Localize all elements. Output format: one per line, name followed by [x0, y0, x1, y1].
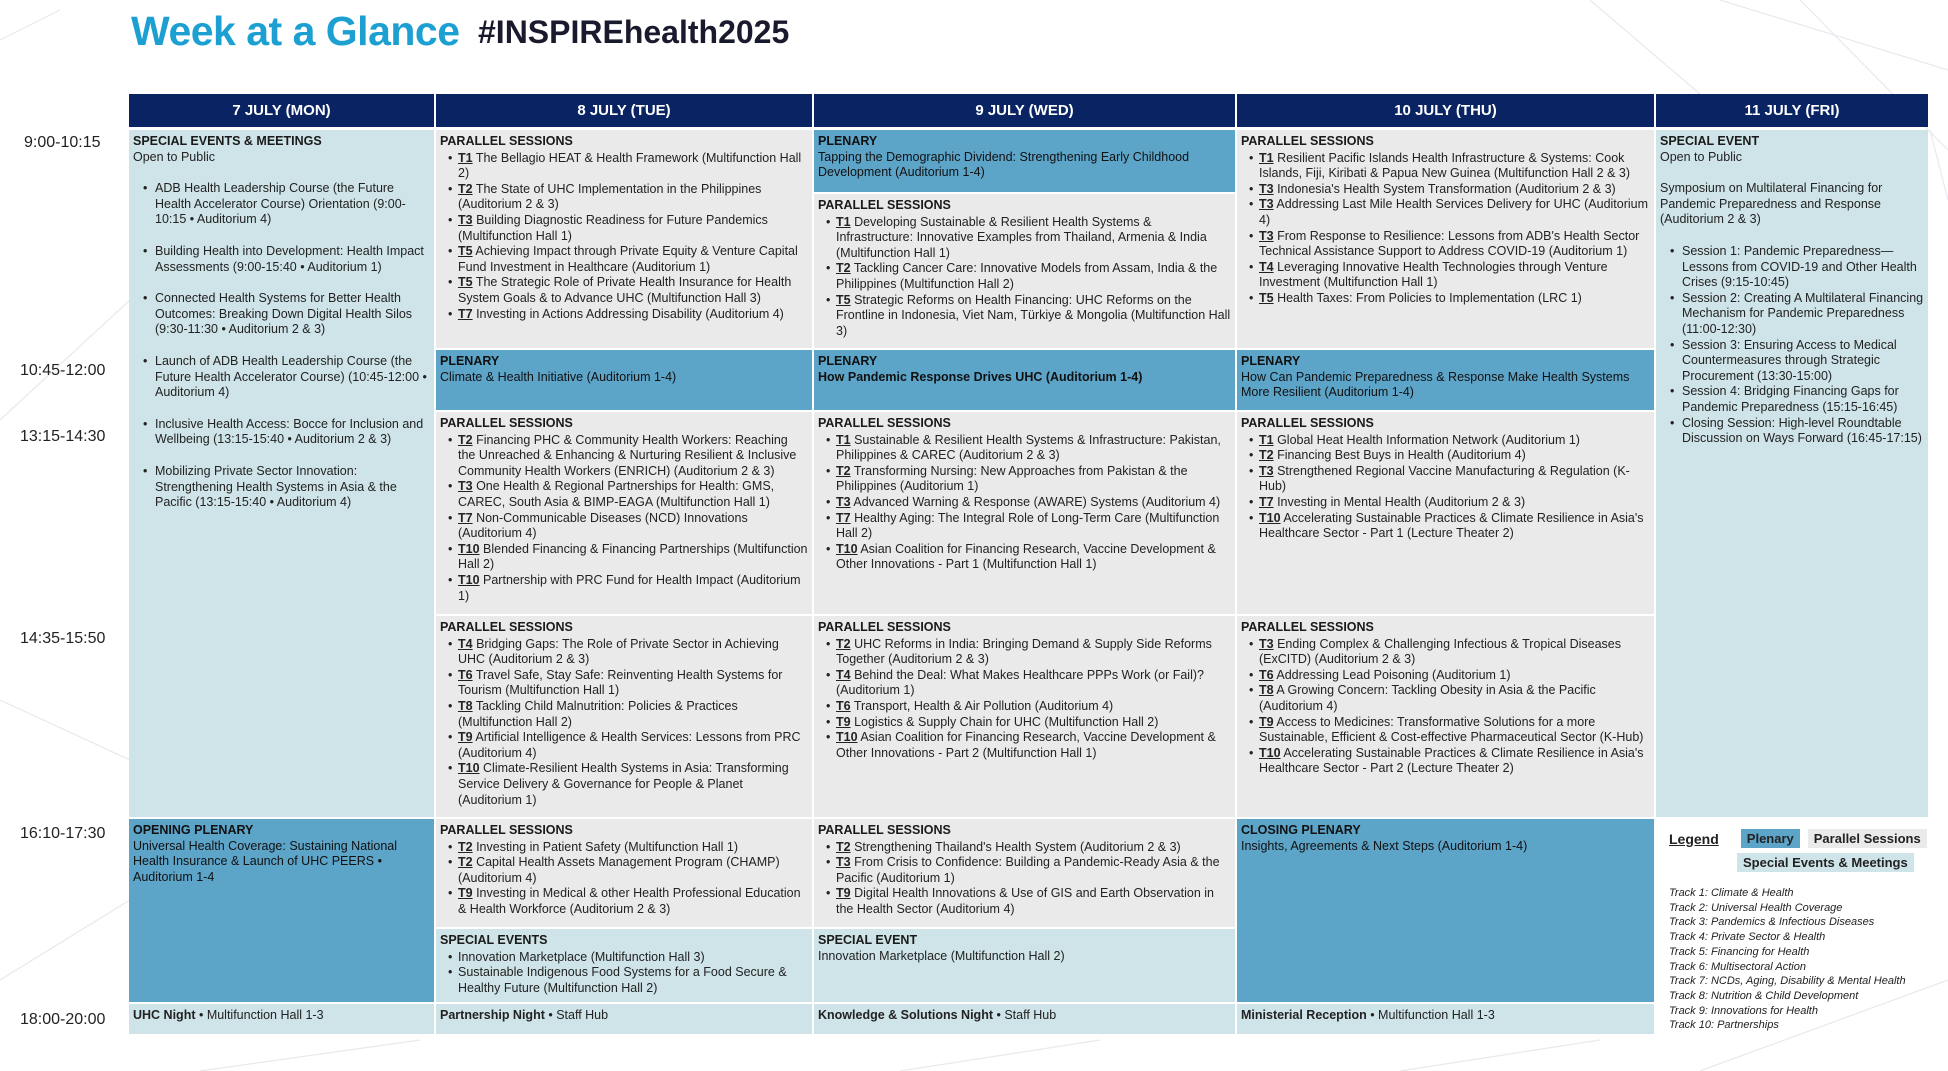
- cell-title: PARALLEL SESSIONS: [818, 620, 951, 634]
- list-item: • T2 Transforming Nursing: New Approaches from Pakistan & the Philippines (Auditorium 1): [818, 464, 1231, 495]
- hashtag: #INSPIREhealth2025: [478, 14, 790, 50]
- session-list: [818, 215, 1231, 340]
- wed-parallel-sessions-1: [814, 194, 1235, 348]
- track-item: Track 9: Innovations for Health: [1669, 1004, 1818, 1017]
- cell-title: PLENARY: [440, 354, 500, 368]
- day-header-fri: 11 JULY (FRI): [1656, 94, 1928, 127]
- mon-evening-event: [129, 1004, 434, 1034]
- event-name: UHC Night: [133, 1008, 196, 1022]
- cell-title: SPECIAL EVENTS & MEETINGS: [133, 134, 322, 148]
- wed-plenary-1: [814, 130, 1235, 192]
- list-item: • ADB Health Leadership Course (the Future Health Accelerator Course) Orientation (9:00-10:15 • Auditorium 4): [133, 181, 430, 228]
- track-item: Track 2: Universal Health Coverage: [1669, 901, 1843, 914]
- list-item: • T6 Addressing Lead Poisoning (Auditorium 1): [1241, 668, 1650, 684]
- list-item: • Sustainable Indigenous Food Systems for a Food Secure & Healthy Future (Multifunction Hall 2): [440, 965, 808, 996]
- day-header-wed: 9 JULY (WED): [814, 94, 1235, 127]
- list-item: • T9 Artificial Intelligence & Health Services: Lessons from PRC (Auditorium 4): [440, 730, 808, 761]
- cell-title: SPECIAL EVENTS: [440, 933, 548, 947]
- list-item: • T5 Strategic Reforms on Health Financing: UHC Reforms on the Frontline in Indonesia, Viet Nam, Türkiye & Mongolia (Multifunction Hall 3): [818, 293, 1231, 340]
- event-venue: • Staff Hub: [993, 1008, 1057, 1022]
- track-item: Track 7: NCDs, Aging, Disability & Mental Health: [1669, 975, 1906, 988]
- list-item: • T8 Tackling Child Malnutrition: Policies & Practices (Multifunction Hall 2): [440, 699, 808, 730]
- cell-title: SPECIAL EVENT: [818, 933, 918, 947]
- thu-closing-plenary: [1237, 819, 1654, 1002]
- list-item: • T3 Strengthened Regional Vaccine Manufacturing & Regulation (K-Hub): [1241, 464, 1650, 495]
- list-item: • T5 The Strategic Role of Private Health Insurance for Health System Goals & to Advance UHC (Multifunction Hall 3): [440, 275, 808, 306]
- tue-special-events: [436, 929, 812, 1002]
- tue-parallel-sessions-3: [436, 412, 812, 614]
- cell-title: SPECIAL EVENT: [1660, 134, 1760, 148]
- list-item: • Session 1: Pandemic Preparedness—Lessons from COVID-19 and Other Health Crises (9:15-10:45): [1660, 244, 1924, 291]
- cell-title: PARALLEL SESSIONS: [818, 198, 951, 212]
- list-item: • T7 Investing in Actions Addressing Disability (Auditorium 4): [440, 307, 808, 323]
- time-slot-2: 10:45-12:00: [20, 362, 106, 379]
- cell-title: PLENARY: [1241, 354, 1301, 368]
- list-item: • T4 Leveraging Innovative Health Technologies through Venture Investment (Multifunction Hall 1): [1241, 260, 1650, 291]
- list-item: • T3 From Response to Resilience: Lessons from ADB's Health Sector Technical Assistance Support to Address COVID-19 (Auditorium 1): [1241, 229, 1650, 260]
- cell-subtitle: Open to Public: [1660, 149, 1742, 164]
- list-item: • T9 Digital Health Innovations & Use of GIS and Earth Observation in the Health Sector (Auditorium 4): [818, 886, 1231, 917]
- cell-title: PARALLEL SESSIONS: [1241, 134, 1374, 148]
- track-item: Track 5: Financing for Health: [1669, 945, 1810, 958]
- track-item: Track 10: Partnerships: [1669, 1019, 1779, 1032]
- list-item: • T2 Financing Best Buys in Health (Auditorium 4): [1241, 448, 1650, 464]
- list-item: • T7 Non-Communicable Diseases (NCD) Innovations (Auditorium 4): [440, 511, 808, 542]
- list-item: • Connected Health Systems for Better Health Outcomes: Breaking Down Digital Health Silos (9:30-11:30 • Auditorium 2 & 3): [133, 291, 430, 338]
- list-item: • T4 Behind the Deal: What Makes Healthcare PPPs Work (or Fail)? (Auditorium 1): [818, 668, 1231, 699]
- cell-title: PLENARY: [818, 354, 878, 368]
- list-item: • T4 Bridging Gaps: The Role of Private Sector in Achieving UHC (Auditorium 2 & 3): [440, 637, 808, 668]
- list-item: • T6 Transport, Health & Air Pollution (Auditorium 4): [818, 699, 1231, 715]
- event-venue: • Multifunction Hall 1-3: [195, 1008, 324, 1022]
- track-item: Track 4: Private Sector & Health: [1669, 931, 1826, 944]
- list-item: • Launch of ADB Health Leadership Course (the Future Health Accelerator Course) (10:45-12:00 • Auditorium 4): [133, 354, 430, 401]
- session-list: [1241, 151, 1650, 307]
- cell-title: OPENING PLENARY: [133, 823, 254, 837]
- list-item: • Innovation Marketplace (Multifunction Hall 3): [440, 950, 808, 966]
- list-item: • T9 Investing in Medical & other Health Professional Education & Health Workforce (Auditorium 2 & 3): [440, 886, 808, 917]
- list-item: • T10 Accelerating Sustainable Practices & Climate Resilience in Asia's Healthcare Sector - Part 2 (Lecture Theater 2): [1241, 746, 1650, 777]
- list-item: • T10 Blended Financing & Financing Partnerships (Multifunction Hall 2): [440, 542, 808, 573]
- list-item: • Session 3: Ensuring Access to Medical Countermeasures through Strategic Procurement (13:30-15:00): [1660, 338, 1924, 385]
- list-item: • T10 Asian Coalition for Financing Research, Vaccine Development & Other Innovations - Part 2 (Multifunction Hall 1): [818, 730, 1231, 761]
- day-header-tue: 8 JULY (TUE): [436, 94, 812, 127]
- session-list: [818, 433, 1231, 573]
- track-item: Track 1: Climate & Health: [1669, 887, 1794, 899]
- list-item: • T5 Health Taxes: From Policies to Implementation (LRC 1): [1241, 291, 1650, 307]
- cell-title: PARALLEL SESSIONS: [440, 134, 573, 148]
- track-list: [1669, 886, 1929, 1033]
- time-slot-3: 13:15-14:30: [20, 428, 106, 445]
- list-item: • T2 UHC Reforms in India: Bringing Demand & Supply Side Reforms Together (Auditorium 2 & 3): [818, 637, 1231, 668]
- list-item: • T2 Tackling Cancer Care: Innovative Models from Assam, India & the Philippines (Multifunction Hall 2): [818, 261, 1231, 292]
- day-header-mon: 7 JULY (MON): [129, 94, 434, 127]
- wed-parallel-sessions-5: [814, 819, 1235, 927]
- session-list: [818, 637, 1231, 762]
- session-list: [440, 151, 808, 323]
- list-item: • T1 Sustainable & Resilient Health Systems & Infrastructure: Pakistan, Philippines & CAREC (Auditorium 2 & 3): [818, 433, 1231, 464]
- mon-special-events: [129, 130, 434, 817]
- event-venue: • Multifunction Hall 1-3: [1366, 1008, 1495, 1022]
- tue-parallel-sessions-4: [436, 616, 812, 817]
- mon-opening-plenary: [129, 819, 434, 1002]
- list-item: • T3 One Health & Regional Partnerships for Health: GMS, CAREC, South Asia & BIMP-EAGA (Multifunction Hall 1): [440, 479, 808, 510]
- page-title: Week at a Glance: [131, 8, 460, 54]
- legend: [1669, 829, 1929, 1033]
- cell-title: PARALLEL SESSIONS: [440, 416, 573, 430]
- wed-parallel-sessions-4: [814, 616, 1235, 817]
- cell-title: PARALLEL SESSIONS: [440, 823, 573, 837]
- list-item: • Building Health into Development: Health Impact Assessments (9:00-15:40 • Auditorium 1): [133, 244, 430, 275]
- list-item: • T1 The Bellagio HEAT & Health Framework (Multifunction Hall 2): [440, 151, 808, 182]
- list-item: • T1 Resilient Pacific Islands Health Infrastructure & Systems: Cook Islands, Fiji, Kiribati & Papua New Guinea (Multifunction Hall 2 & 3): [1241, 151, 1650, 182]
- cell-subtitle: Open to Public: [133, 149, 215, 164]
- wed-special-event: [814, 929, 1235, 1002]
- track-item: Track 8: Nutrition & Child Development: [1669, 989, 1859, 1002]
- cell-subtitle: Insights, Agreements & Next Steps (Auditorium 1-4): [1241, 838, 1528, 853]
- list-item: • Session 4: Bridging Financing Gaps for Pandemic Preparedness (15:15-16:45): [1660, 384, 1924, 415]
- list-item: • T3 Advanced Warning & Response (AWARE) Systems (Auditorium 4): [818, 495, 1231, 511]
- list-item: • T3 Addressing Last Mile Health Services Delivery for UHC (Auditorium 4): [1241, 197, 1650, 228]
- time-slot-5: 16:10-17:30: [20, 825, 106, 842]
- tue-plenary: [436, 350, 812, 410]
- list-item: • T6 Travel Safe, Stay Safe: Reinventing Health Systems for Tourism (Multifunction Hall 1): [440, 668, 808, 699]
- list-item: • T9 Logistics & Supply Chain for UHC (Multifunction Hall 2): [818, 715, 1231, 731]
- event-list: [133, 181, 430, 511]
- list-item: • T3 Indonesia's Health System Transformation (Auditorium 2 & 3): [1241, 182, 1650, 198]
- day-header-thu: 10 JULY (THU): [1237, 94, 1654, 127]
- legend-plenary: Plenary: [1741, 829, 1800, 848]
- list-item: • T2 Investing in Patient Safety (Multifunction Hall 1): [440, 840, 808, 856]
- track-item: Track 3: Pandemics & Infectious Diseases: [1669, 916, 1875, 929]
- cell-title: PLENARY: [818, 134, 878, 148]
- list-item: • Session 2: Creating A Multilateral Financing Mechanism for Pandemic Preparedness (11:00-12:30): [1660, 291, 1924, 338]
- thu-parallel-sessions-3: [1237, 412, 1654, 614]
- time-slot-6: 18:00-20:00: [20, 1011, 106, 1028]
- event-list: [440, 950, 808, 997]
- legend-special: Special Events & Meetings: [1737, 853, 1914, 872]
- thu-parallel-sessions-4: [1237, 616, 1654, 817]
- cell-subtitle: Universal Health Coverage: Sustaining National Health Insurance & Launch of UHC PEERS • Auditorium 1-4: [133, 838, 398, 884]
- list-item: • T2 Strengthening Thailand's Health System (Auditorium 2 & 3): [818, 840, 1231, 856]
- cell-title: CLOSING PLENARY: [1241, 823, 1361, 837]
- legend-parallel: Parallel Sessions: [1808, 829, 1927, 848]
- session-list: [1241, 637, 1650, 777]
- list-item: • T10 Accelerating Sustainable Practices & Climate Resilience in Asia's Healthcare Sector - Part 1 (Lecture Theater 2): [1241, 511, 1650, 542]
- event-venue: • Staff Hub: [544, 1008, 609, 1022]
- list-item: • T3 Ending Complex & Challenging Infectious & Tropical Diseases (ExCITD) (Auditorium 2 & 3): [1241, 637, 1650, 668]
- thu-evening-event: [1237, 1004, 1654, 1034]
- session-list: [440, 433, 808, 605]
- cell-title: PARALLEL SESSIONS: [440, 620, 573, 634]
- list-item: • T1 Global Heat Health Information Network (Auditorium 1): [1241, 433, 1650, 449]
- event-name: Partnership Night: [440, 1008, 545, 1022]
- cell-subtitle: Climate & Health Initiative (Auditorium 1-4): [440, 369, 677, 384]
- cell-title: PARALLEL SESSIONS: [1241, 416, 1374, 430]
- cell-subtitle: How Pandemic Response Drives UHC (Auditorium 1-4): [818, 369, 1143, 384]
- list-item: • T2 Capital Health Assets Management Program (CHAMP) (Auditorium 4): [440, 855, 808, 886]
- time-slot-1: 9:00-10:15: [24, 134, 101, 151]
- time-slot-4: 14:35-15:50: [20, 630, 106, 647]
- cell-title: PARALLEL SESSIONS: [818, 823, 951, 837]
- cell-subtitle: Tapping the Demographic Dividend: Strengthening Early Childhood Development (Auditorium 1-4): [818, 149, 1190, 180]
- list-item: • T10 Asian Coalition for Financing Research, Vaccine Development & Other Innovations - Part 1 (Multifunction Hall 1): [818, 542, 1231, 573]
- event-name: Knowledge & Solutions Night: [818, 1008, 993, 1022]
- cell-subtitle: How Can Pandemic Preparedness & Response Make Health Systems More Resilient (Auditorium 1-4): [1241, 369, 1630, 400]
- list-item: • T10 Partnership with PRC Fund for Health Impact (Auditorium 1): [440, 573, 808, 604]
- wed-plenary-2: [814, 350, 1235, 410]
- tue-parallel-sessions-5: [436, 819, 812, 927]
- cell-subtitle: Innovation Marketplace (Multifunction Hall 2): [818, 948, 1065, 963]
- fri-special-event: [1656, 130, 1928, 817]
- track-item: Track 6: Multisectoral Action: [1669, 960, 1806, 973]
- wed-parallel-sessions-3: [814, 412, 1235, 614]
- list-item: • T9 Access to Medicines: Transformative Solutions for a more Sustainable, Efficient & Cost-effective Pharmaceutical Sector (K-Hub): [1241, 715, 1650, 746]
- event-name: Ministerial Reception: [1241, 1008, 1367, 1022]
- legend-title: Legend: [1669, 830, 1719, 847]
- thu-parallel-sessions-1: [1237, 130, 1654, 348]
- list-item: • T2 Financing PHC & Community Health Workers: Reaching the Unreached & Enhancing & Nurturing Resilient & Inclusive Community Health Workers (ENRICH) (Auditorium 2 & 3): [440, 433, 808, 480]
- session-list: [440, 637, 808, 809]
- list-item: • T7 Investing in Mental Health (Auditorium 2 & 3): [1241, 495, 1650, 511]
- list-item: • Inclusive Health Access: Bocce for Inclusion and Wellbeing (13:15-15:40 • Auditorium 2 & 3): [133, 417, 430, 448]
- session-list: [818, 840, 1231, 918]
- cell-title: PARALLEL SESSIONS: [818, 416, 951, 430]
- thu-plenary: [1237, 350, 1654, 410]
- list-item: • T7 Healthy Aging: The Integral Role of Long-Term Care (Multifunction Hall 2): [818, 511, 1231, 542]
- wed-evening-event: [814, 1004, 1235, 1034]
- symposium-title: Symposium on Multilateral Financing for Pandemic Preparedness and Response (Auditorium 2 & 3): [1660, 181, 1883, 227]
- list-item: • T2 The State of UHC Implementation in the Philippines (Auditorium 2 & 3): [440, 182, 808, 213]
- list-item: • T8 A Growing Concern: Tackling Obesity in Asia & the Pacific (Auditorium 4): [1241, 683, 1650, 714]
- tue-parallel-sessions-1: [436, 130, 812, 348]
- list-item: • T10 Climate-Resilient Health Systems in Asia: Transforming Service Delivery & Governance for People & Planet (Auditorium 1): [440, 761, 808, 808]
- cell-title: PARALLEL SESSIONS: [1241, 620, 1374, 634]
- list-item: • T3 Building Diagnostic Readiness for Future Pandemics (Multifunction Hall 1): [440, 213, 808, 244]
- session-list: [440, 840, 808, 918]
- list-item: • T1 Developing Sustainable & Resilient Health Systems & Infrastructure: Innovative Examples from Thailand, Armenia & India (Multifunction Hall 1): [818, 215, 1231, 262]
- list-item: • T5 Achieving Impact through Private Equity & Venture Capital Fund Investment in Healthcare (Auditorium 1): [440, 244, 808, 275]
- session-list: [1241, 433, 1650, 542]
- list-item: • Mobilizing Private Sector Innovation: Strengthening Health Systems in Asia & the Pacific (13:15-15:40 • Auditorium 4): [133, 464, 430, 511]
- tue-evening-event: [436, 1004, 812, 1034]
- session-list: [1660, 244, 1924, 447]
- list-item: • T3 From Crisis to Confidence: Building a Pandemic-Ready Asia & the Pacific (Auditorium 1): [818, 855, 1231, 886]
- list-item: • Closing Session: High-level Roundtable Discussion on Ways Forward (16:45-17:15): [1660, 416, 1924, 447]
